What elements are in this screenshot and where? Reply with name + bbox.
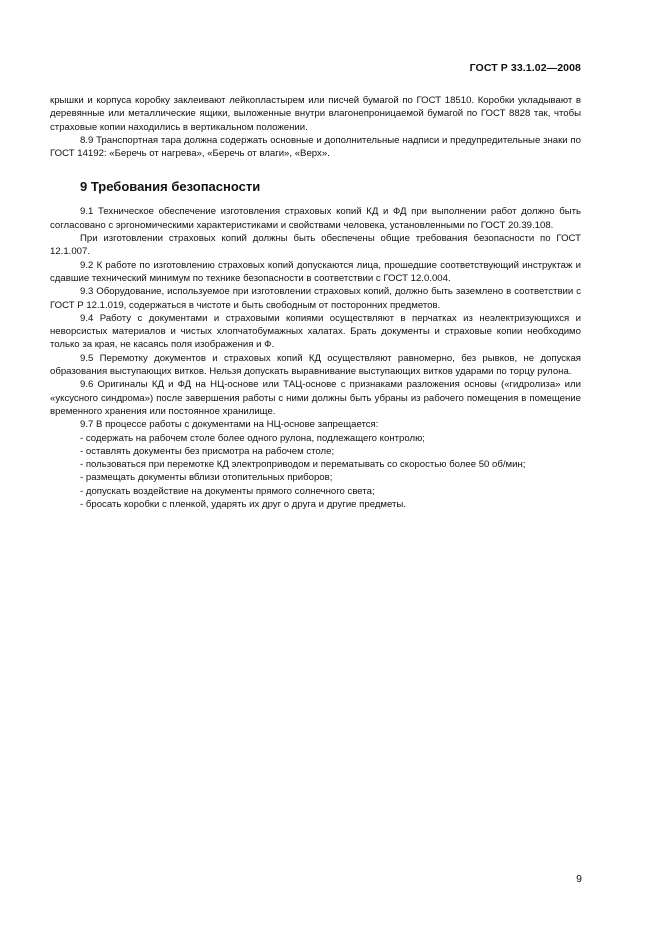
paragraph-9-7: 9.7 В процессе работы с документами на НЦ-основе запрещается: (80, 419, 379, 431)
list-item: - бросать коробки с пленкой, ударять их друг о друга и другие предметы. (80, 499, 406, 511)
paragraph-9-4: 9.4 Работу с документами и страховыми копиями осуществляют в перчатках из неэлектризующихся и неворсистых материалов и чистых хлопчатобумажных халатах. Брать документы и страховые копии необходимо только за края, не касаясь поля изображения и Ф. (50, 312, 581, 351)
list-item: - пользоваться при перемотке КД электроприводом и перематывать со скоростью более 50 об/мин; (80, 459, 526, 471)
list-item: - размещать документы вблизи отопительных приборов; (80, 472, 333, 484)
paragraph-9-5: 9.5 Перемотку документов и страховых копий КД осуществляют равномерно, без рывков, не допуская образования выступающих витков. Нельзя допускать выравнивание выступающих витков ударами по торцу рулона. (50, 352, 581, 378)
paragraph-9-2: 9.2 К работе по изготовлению страховых копий допускаются лица, прошедшие соответствующий инструктаж и сдавшие технический минимум по технике безопасности в соответствии с ГОСТ 12.0.004. (50, 259, 581, 284)
document-code-header: ГОСТ Р 33.1.02—2008 (469, 62, 581, 74)
paragraph-8-9: 8.9 Транспортная тара должна содержать основные и дополнительные надписи и предупредительные знаки по ГОСТ 14192: «Беречь от нагрева», «Беречь от влаги», «Верх». (50, 134, 581, 160)
paragraph-9-3: 9.3 Оборудование, используемое при изготовлении страховых копий, должно быть заземлено в соответствии с ГОСТ Р 12.1.019, содержаться в чистоте и быть свободным от посторонних предметов. (50, 286, 581, 311)
paragraph-9-6: 9.6 Оригиналы КД и ФД на НЦ-основе или ТАЦ-основе с признаками разложения основы («гидролиза» или «уксусного синдрома») после завершения работы с ними должны быть убраны из рабочего помещения в помещение временного хранения или постоянное хранилище. (50, 379, 581, 417)
section-title: 9 Требования безопасности (80, 179, 261, 195)
list-item: - содержать на рабочем столе более одного рулона, подлежащего контролю; (80, 432, 425, 444)
page-body (50, 94, 581, 511)
page-number: 9 (576, 873, 582, 885)
paragraph-9-1-general: При изготовлении страховых копий должны быть обеспечены общие требования безопасности по ГОСТ 12.1.007. (50, 233, 581, 258)
list-item: - оставлять документы без присмотра на рабочем столе; (80, 445, 335, 457)
paragraph-continuation: крышки и корпуса коробку заклеивают лейкопластырем или писчей бумагой по ГОСТ 18510. Коробки укладывают в деревянные или металлические ящики, выложенные внутри влагонепроницаемой бумагой по ГОСТ 8828 так, чтобы страховые копии находились в вертикальном положении. (50, 95, 581, 133)
list-item: - допускать воздействие на документы прямого солнечного света; (80, 485, 375, 497)
paragraph-9-1: 9.1 Техническое обеспечение изготовления страховых копий КД и ФД при выполнении работ должно быть согласовано с эргономическими характеристиками и свойствами человека, установленными по ГОСТ 20.39.108. (50, 206, 581, 231)
